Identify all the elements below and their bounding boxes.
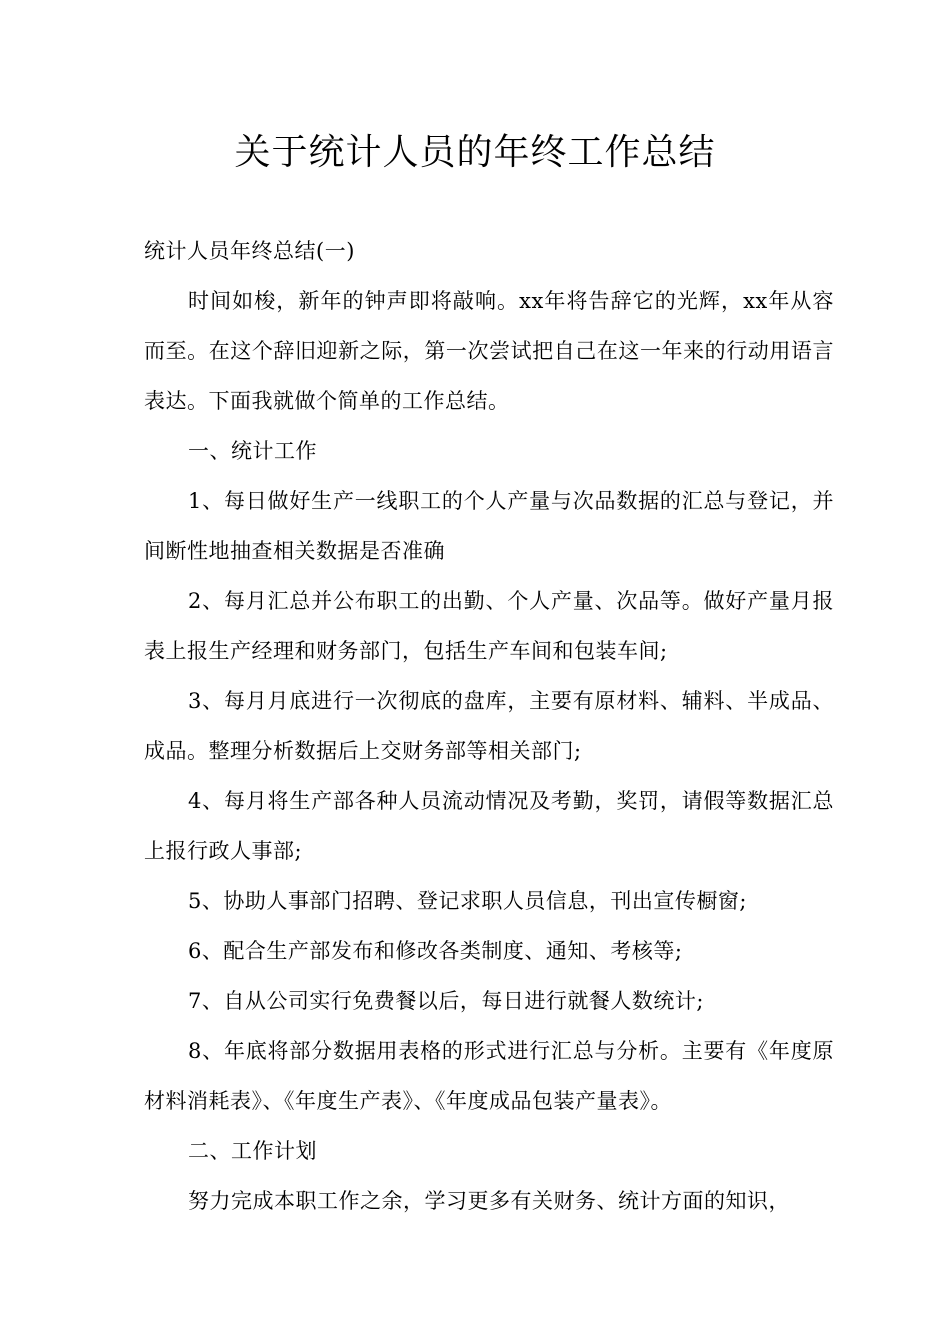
paragraph-plan: 努力完成本职工作之余，学习更多有关财务、统计方面的知识， bbox=[188, 1189, 790, 1213]
list-item-6: 6、配合生产部发布和修改各类制度、通知、考核等; bbox=[188, 939, 683, 963]
list-item-5: 5、协助人事部门招聘、登记求职人员信息，刊出宣传橱窗; bbox=[188, 889, 747, 913]
list-item-7: 7、自从公司实行免费餐以后，每日进行就餐人数统计; bbox=[188, 989, 704, 1013]
section-heading: 统计人员年终总结(一) bbox=[144, 239, 355, 263]
heading-work-plan: 二、工作计划 bbox=[188, 1139, 317, 1163]
list-item-3: 3、每月月底进行一次彻底的盘库，主要有原材料、辅料、半成品、成品。整理分析数据后上交财务部等相关部门; bbox=[144, 689, 834, 763]
list-item-4: 4、每月将生产部各种人员流动情况及考勤，奖罚，请假等数据汇总上报行政人事部; bbox=[144, 789, 834, 863]
list-item-1: 1、每日做好生产一线职工的个人产量与次品数据的汇总与登记，并间断性地抽查相关数据是否准确 bbox=[144, 489, 834, 563]
paragraph-intro: 时间如梭，新年的钟声即将敲响。xx年将告辞它的光辉，xx年从容而至。在这个辞旧迎新之际，第一次尝试把自己在这一年来的行动用语言表达。下面我就做个简单的工作总结。 bbox=[144, 289, 834, 413]
document-body bbox=[144, 226, 834, 1226]
list-item-2: 2、每月汇总并公布职工的出勤、个人产量、次品等。做好产量月报表上报生产经理和财务部门，包括生产车间和包装车间; bbox=[144, 589, 834, 663]
document-title: 关于统计人员的年终工作总结 bbox=[234, 132, 716, 173]
list-item-8: 8、年底将部分数据用表格的形式进行汇总与分析。主要有《年度原材料消耗表》、《年度生产表》、《年度成品包装产量表》。 bbox=[144, 1039, 834, 1113]
heading-statistics-work: 一、统计工作 bbox=[188, 439, 317, 463]
